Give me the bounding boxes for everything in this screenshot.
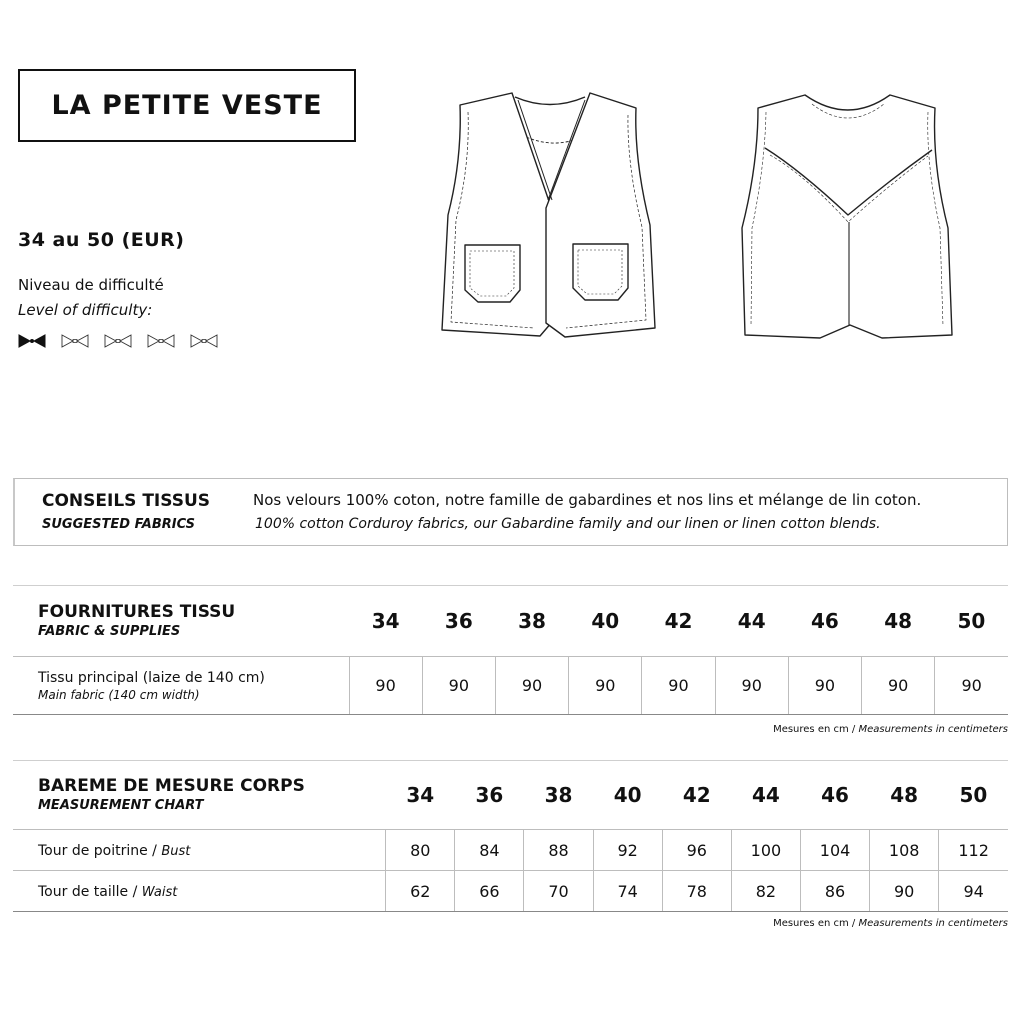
size-header: 44 <box>731 761 800 830</box>
pattern-title: LA PETITE VESTE <box>51 90 323 121</box>
units-note <box>773 724 1008 735</box>
waist-label: Tour de taille / <box>38 884 142 900</box>
units-note-en: Measurements in centimeters <box>858 918 1008 929</box>
table-cell: 86 <box>800 871 869 912</box>
table-cell: 90 <box>349 657 422 715</box>
fabrics-text-en: 100% cotton Corduroy fabrics, our Gabardine family and our linen or linen cotton blends. <box>255 516 881 532</box>
table-row <box>13 830 1008 871</box>
table-cell: 90 <box>495 657 568 715</box>
table-cell: 66 <box>455 871 524 912</box>
size-header: 38 <box>495 586 568 657</box>
measurement-header-row <box>13 761 1008 830</box>
size-header: 40 <box>593 761 662 830</box>
main-fabric-label-en: Main fabric (140 cm width) <box>38 687 200 702</box>
table-cell: 90 <box>569 657 642 715</box>
table-cell: 100 <box>731 830 800 871</box>
size-header: 42 <box>642 586 715 657</box>
size-header: 50 <box>935 586 1008 657</box>
measurement-header <box>13 761 386 830</box>
units-note-fr: Mesures en cm / <box>773 918 859 929</box>
table-cell: 70 <box>524 871 593 912</box>
size-header: 36 <box>455 761 524 830</box>
table-cell: 84 <box>455 830 524 871</box>
units-note-fr: Mesures en cm / <box>773 724 859 735</box>
size-header: 48 <box>862 586 935 657</box>
main-fabric-label: Tissu principal (laize de 140 cm) <box>38 669 265 686</box>
title-box <box>18 69 356 142</box>
size-header: 46 <box>800 761 869 830</box>
supplies-table <box>13 585 1008 715</box>
suggested-fabrics-box <box>13 478 1008 546</box>
table-cell: 90 <box>788 657 861 715</box>
table-row <box>13 657 1008 715</box>
size-range: 34 au 50 (EUR) <box>18 229 185 251</box>
vest-front-view <box>442 93 655 337</box>
units-note <box>773 918 1008 929</box>
table-cell: 94 <box>939 871 1008 912</box>
table-cell: 88 <box>524 830 593 871</box>
bowtie-outline-icon <box>191 335 217 347</box>
table-cell: 90 <box>715 657 788 715</box>
table-cell: 90 <box>870 871 939 912</box>
difficulty-rating <box>18 333 228 349</box>
supplies-header <box>13 586 349 657</box>
bust-label-en: Bust <box>161 844 191 859</box>
table-row <box>13 871 1008 912</box>
vest-back-view <box>742 95 952 338</box>
vest-technical-drawing <box>430 88 970 348</box>
row-label <box>13 830 386 871</box>
size-header: 34 <box>349 586 422 657</box>
size-header: 46 <box>788 586 861 657</box>
size-header: 38 <box>524 761 593 830</box>
measurement-title: BAREME DE MESURE CORPS <box>38 776 305 796</box>
size-header: 34 <box>386 761 455 830</box>
supplies-title: FOURNITURES TISSU <box>38 602 236 622</box>
difficulty-label-en: Level of difficulty: <box>18 301 153 319</box>
bowtie-outline-icon <box>105 335 131 347</box>
table-cell: 112 <box>939 830 1008 871</box>
bust-label: Tour de poitrine / <box>38 843 162 859</box>
table-cell: 74 <box>593 871 662 912</box>
measurement-subtitle: MEASUREMENT CHART <box>38 798 204 813</box>
bowtie-outline-icon <box>148 335 174 347</box>
difficulty-label-fr: Niveau de difficulté <box>18 276 164 294</box>
table-cell: 90 <box>935 657 1008 715</box>
table-cell: 90 <box>422 657 495 715</box>
supplies-subtitle: FABRIC & SUPPLIES <box>38 624 181 639</box>
table-cell: 104 <box>800 830 869 871</box>
measurement-table <box>13 760 1008 912</box>
table-cell: 92 <box>593 830 662 871</box>
table-cell: 78 <box>662 871 731 912</box>
fabrics-subtitle: SUGGESTED FABRICS <box>42 517 196 532</box>
table-cell: 90 <box>862 657 935 715</box>
size-header: 36 <box>422 586 495 657</box>
bowtie-outline-icon <box>62 335 88 347</box>
waist-label-en: Waist <box>141 885 178 900</box>
size-header: 48 <box>870 761 939 830</box>
table-cell: 82 <box>731 871 800 912</box>
size-header: 40 <box>569 586 642 657</box>
table-cell: 62 <box>386 871 455 912</box>
table-cell: 80 <box>386 830 455 871</box>
fabrics-text-fr: Nos velours 100% coton, notre famille de gabardines et nos lins et mélange de lin coton. <box>253 491 922 509</box>
units-note-en: Measurements in centimeters <box>858 724 1008 735</box>
supplies-header-row <box>13 586 1008 657</box>
table-cell: 90 <box>642 657 715 715</box>
fabrics-title: CONSEILS TISSUS <box>42 491 211 511</box>
table-cell: 96 <box>662 830 731 871</box>
size-header: 42 <box>662 761 731 830</box>
table-cell: 108 <box>870 830 939 871</box>
size-header: 50 <box>939 761 1008 830</box>
row-label <box>13 871 386 912</box>
bowtie-icon <box>19 335 45 347</box>
row-label <box>13 657 349 715</box>
size-header: 44 <box>715 586 788 657</box>
